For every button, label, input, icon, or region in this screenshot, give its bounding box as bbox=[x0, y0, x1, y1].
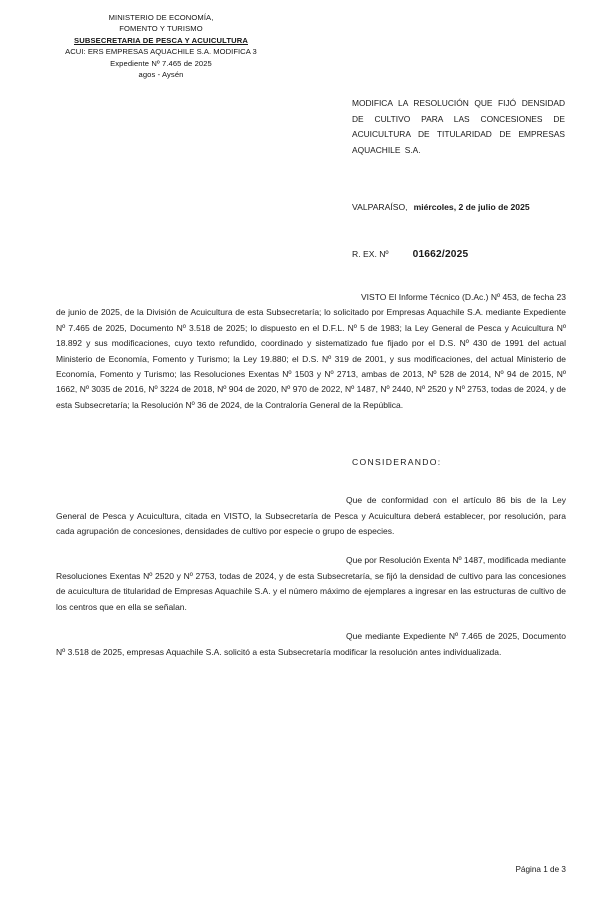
resolution-value: 01662/2025 bbox=[412, 249, 469, 260]
body-spacer bbox=[56, 539, 566, 553]
letterhead-region: agos - Aysén bbox=[138, 70, 184, 80]
letterhead bbox=[36, 12, 286, 80]
considerando-paragraph-3: Que mediante Expediente Nº 7.465 de 2025, Documento Nº 3.518 de 2025, empresas Aquachile S.A. solicitó a esta Subsecretaría modificar la resolución antes individualizada. bbox=[56, 631, 566, 657]
visto-paragraph: VISTO El Informe Técnico (D.Ac.) Nº 453, de fecha 23 de junio de 2025, de la División de Acuicultura de esta Subsecretaría; lo solicitado por Empresas Aquachile S.A. mediante Expediente Nº 7.465 de 2025, Documento Nº 3.518 de 2025; lo dispuesto en el D.F.L. Nº 5 de 1983; la Ley General de Pesca y Acuicultura Nº 18.892 y sus modificaciones, cuyo texto refundido, coordinado y sistematizado fue fijado por el D.S. Nº 430 de 1991 del actual Ministerio de Economía, Fomento y Turismo; la Ley 19.880; el D.S. Nº 319 de 2001, y sus modificaciones, del actual Ministerio de Economía, Fomento y Turismo; las Resoluciones Exentas Nº 1503 y Nº 2713, ambas de 2013, Nº 528 de 2014, Nº 94 de 2015, Nº 1662, Nº 3035 de 2016, Nº 3224 de 2018, Nº 904 de 2020, Nº 970 de 2022, Nº 1487, Nº 2440, Nº 2520 y Nº 2753, todas de 2024, y de esta Subsecretaría; la Resolución Nº 36 de 2024, de la Contraloría General de la República. bbox=[56, 292, 566, 410]
document-body bbox=[56, 290, 566, 660]
letterhead-subsecretaria: SUBSECRETARIA DE PESCA Y ACUICULTURA bbox=[73, 35, 249, 45]
letterhead-expediente: Expediente Nº 7.465 de 2025 bbox=[110, 58, 212, 68]
resolution-label: R. EX. Nº bbox=[352, 249, 389, 259]
resolution-number bbox=[352, 249, 468, 260]
considerando-paragraph-1: Que de conformidad con el artículo 86 bis de la Ley General de Pesca y Acuicultura, citada en VISTO, la Subsecretaría de Pesca y Acuicultura deberá establecer, por resolución, para cada agrupación de concesiones, densidades de cultivo por especie o grupo de especies. bbox=[56, 495, 566, 537]
letterhead-ministry-line-2: FOMENTO Y TURISMO bbox=[119, 24, 203, 34]
letterhead-subject-code: ACUI: ERS EMPRESAS AQUACHILE S.A. MODIFICA 3 bbox=[65, 47, 257, 57]
letterhead-ministry-line-1: MINISTERIO DE ECONOMÍA, bbox=[108, 13, 214, 22]
place-date-line bbox=[352, 202, 530, 212]
document-title: MODIFICA LA RESOLUCIÓN QUE FIJÓ DENSIDAD DE CULTIVO PARA LAS CONCESIONES DE ACUICULTURA DE TITULARIDAD DE EMPRESAS AQUACHILE S.A. bbox=[352, 98, 565, 155]
date-value: miércoles, 2 de julio de 2025 bbox=[413, 202, 530, 212]
body-spacer bbox=[56, 615, 566, 629]
body-spacer bbox=[56, 467, 566, 493]
page-footer: Página 1 de 3 bbox=[515, 865, 566, 874]
considerando-heading: CONSIDERANDO: bbox=[352, 457, 442, 468]
place-label: VALPARAÍSO, bbox=[352, 202, 408, 212]
body-spacer bbox=[56, 413, 566, 457]
considerando-paragraph-2: Que por Resolución Exenta Nº 1487, modificada mediante Resoluciones Exentas Nº 2520 y Nº 2753, todas de 2024, y de esta Subsecretaría, se fijó la densidad de cultivo para las concesiones de acuicultura de titularidad de Empresas Aquachile S.A. y el número máximo de ejemplares a ingresar en las estructuras de cultivo de los centros que en ella se señalan. bbox=[56, 555, 566, 612]
